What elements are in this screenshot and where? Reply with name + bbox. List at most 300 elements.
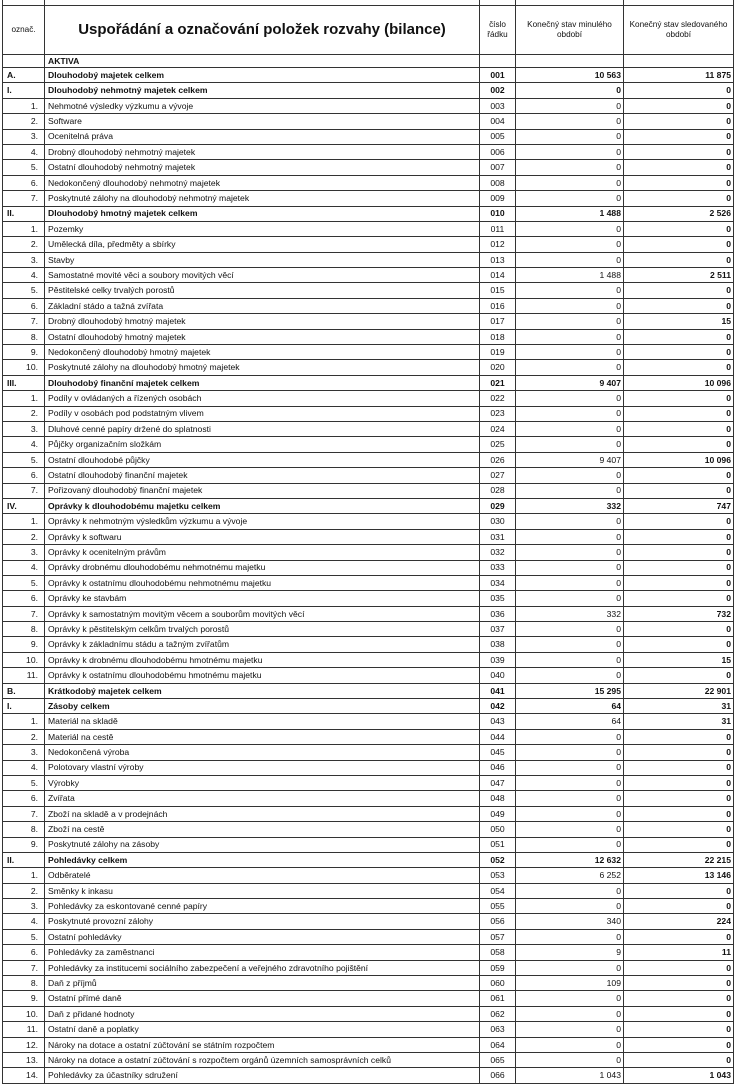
value-current: 0 [624,545,734,560]
value-previous: 0 [516,837,624,852]
row-mark: 6. [3,591,45,606]
value-previous: 0 [516,806,624,821]
row-number: 030 [480,514,516,529]
row-number: 042 [480,699,516,714]
row-mark: 9. [3,345,45,360]
value-current: 0 [624,745,734,760]
value-previous: 0 [516,775,624,790]
table-row [3,237,734,252]
table-row [3,575,734,590]
row-label: Ostatní pohledávky [45,929,480,944]
table-row [3,1006,734,1021]
row-label: Oprávky k ostatnímu dlouhodobému nehmotnému majetku [45,575,480,590]
value-previous: 0 [516,622,624,637]
row-mark: 5. [3,929,45,944]
row-label: Nedokončená výroba [45,745,480,760]
value-previous: 0 [516,191,624,206]
table-row [3,129,734,144]
row-number: 034 [480,575,516,590]
value-current: 31 [624,699,734,714]
row-mark: 5. [3,575,45,590]
table-row [3,468,734,483]
row-label: Dlouhodobý majetek celkem [45,68,480,83]
value-current: 0 [624,144,734,159]
row-number: 062 [480,1006,516,1021]
row-label: Daň z přidané hodnoty [45,1006,480,1021]
row-label: Pohledávky za zaměstnanci [45,945,480,960]
row-number: 021 [480,375,516,390]
row-number: 060 [480,976,516,991]
row-number: 059 [480,960,516,975]
table-row [3,1068,734,1083]
value-previous: 0 [516,637,624,652]
value-current: 0 [624,591,734,606]
table-row [3,545,734,560]
table-row [3,806,734,821]
table-row [3,1037,734,1052]
row-mark: 3. [3,421,45,436]
value-previous: 0 [516,129,624,144]
value-current: 0 [624,483,734,498]
value-current: 0 [624,283,734,298]
row-mark: 7. [3,960,45,975]
value-current: 0 [624,899,734,914]
section-label: AKTIVA [45,55,480,68]
row-number: 045 [480,745,516,760]
row-mark: 7. [3,191,45,206]
row-number: 036 [480,606,516,621]
table-row [3,529,734,544]
value-previous: 0 [516,483,624,498]
value-current: 0 [624,760,734,775]
row-label: Podíly v ovládaných a řízených osobách [45,391,480,406]
row-label: Pořizovaný dlouhodobý finanční majetek [45,483,480,498]
row-number: 066 [480,1068,516,1083]
col-header-row-number: číslo řádku [480,6,516,55]
value-previous: 64 [516,714,624,729]
row-number: 048 [480,791,516,806]
row-label: Ostatní dlouhodobý finanční majetek [45,468,480,483]
value-previous: 0 [516,83,624,98]
table-row [3,775,734,790]
row-label: Půjčky organizačním složkám [45,437,480,452]
row-mark: 5. [3,775,45,790]
row-number: 029 [480,498,516,513]
row-mark: 6. [3,298,45,313]
table-row [3,606,734,621]
value-current: 0 [624,622,734,637]
row-mark: 1. [3,221,45,236]
row-mark: 3. [3,745,45,760]
table-row [3,637,734,652]
value-previous: 9 407 [516,375,624,390]
value-current: 13 146 [624,868,734,883]
row-mark: 4. [3,437,45,452]
table-row [3,668,734,683]
row-number: 033 [480,560,516,575]
row-mark: 4. [3,268,45,283]
value-previous: 0 [516,545,624,560]
table-row [3,160,734,175]
value-previous: 0 [516,960,624,975]
row-mark: 7. [3,606,45,621]
row-label: Pohledávky za institucemi sociálního zabezpečení a veřejného zdravotního pojištění [45,960,480,975]
row-label: Materiál na cestě [45,729,480,744]
value-previous: 0 [516,560,624,575]
row-label: Ostatní dlouhodobé půjčky [45,452,480,467]
row-label: Zvířata [45,791,480,806]
row-label: Oprávky k základnímu stádu a tažným zvířatům [45,637,480,652]
row-label: Odběratelé [45,868,480,883]
value-previous: 0 [516,652,624,667]
table-row [3,883,734,898]
row-mark: III. [3,375,45,390]
row-mark: 4. [3,760,45,775]
value-current: 0 [624,514,734,529]
row-mark: 6. [3,175,45,190]
value-current: 0 [624,221,734,236]
row-number: 040 [480,668,516,683]
row-label: Zboží na cestě [45,822,480,837]
value-current: 2 511 [624,268,734,283]
row-label: Nároky na dotace a ostatní zúčtování s rozpočtem orgánů územních samosprávních celků [45,1053,480,1068]
table-row [3,144,734,159]
value-current: 0 [624,575,734,590]
table-row [3,976,734,991]
value-previous: 0 [516,514,624,529]
row-number: 020 [480,360,516,375]
row-number: 041 [480,683,516,698]
row-label: Oprávky drobnému dlouhodobému nehmotnému majetku [45,560,480,575]
value-current: 0 [624,360,734,375]
row-number: 026 [480,452,516,467]
table-row [3,514,734,529]
table-row [3,852,734,867]
row-label: Ostatní daně a poplatky [45,1022,480,1037]
value-previous: 0 [516,591,624,606]
row-number: 065 [480,1053,516,1068]
row-number: 005 [480,129,516,144]
row-number: 057 [480,929,516,944]
row-mark: I. [3,699,45,714]
row-label: Pozemky [45,221,480,236]
row-mark: 4. [3,560,45,575]
value-previous: 0 [516,252,624,267]
table-row [3,929,734,944]
row-mark: 8. [3,822,45,837]
table-row [3,268,734,283]
row-mark: 9. [3,837,45,852]
value-previous: 0 [516,360,624,375]
row-number: 061 [480,991,516,1006]
row-mark: 5. [3,160,45,175]
table-row [3,1022,734,1037]
row-label: Oprávky k pěstitelským celkům trvalých porostů [45,622,480,637]
value-current: 0 [624,883,734,898]
table-row [3,822,734,837]
table-row [3,837,734,852]
value-previous: 0 [516,421,624,436]
value-previous: 0 [516,345,624,360]
value-previous: 0 [516,1022,624,1037]
value-current: 747 [624,498,734,513]
value-current: 224 [624,914,734,929]
row-label: Stavby [45,252,480,267]
row-label: Podíly v osobách pod podstatným vlivem [45,406,480,421]
row-number: 004 [480,114,516,129]
row-number: 017 [480,314,516,329]
row-number: 003 [480,98,516,113]
table-row [3,329,734,344]
row-number: 064 [480,1037,516,1052]
row-mark: 2. [3,729,45,744]
value-previous: 332 [516,498,624,513]
row-mark: 1. [3,714,45,729]
row-number: 046 [480,760,516,775]
col-header-mark: označ. [3,6,45,55]
table-row [3,437,734,452]
value-previous: 0 [516,1053,624,1068]
row-number: 056 [480,914,516,929]
value-current: 10 096 [624,452,734,467]
row-mark: 14. [3,1068,45,1083]
row-label: Ocenitelná práva [45,129,480,144]
row-label: Nároky na dotace a ostatní zúčtování se státním rozpočtem [45,1037,480,1052]
row-label: Drobný dlouhodobý nehmotný majetek [45,144,480,159]
row-number: 016 [480,298,516,313]
table-row [3,560,734,575]
row-mark: 7. [3,314,45,329]
row-mark: 2. [3,406,45,421]
row-number: 011 [480,221,516,236]
value-previous: 12 632 [516,852,624,867]
row-number: 054 [480,883,516,898]
value-previous: 0 [516,929,624,944]
row-mark: 8. [3,329,45,344]
page-title: Uspořádání a označování položek rozvahy (bilance) [45,6,480,55]
value-current: 0 [624,114,734,129]
row-label: Software [45,114,480,129]
table-row [3,114,734,129]
value-current: 0 [624,191,734,206]
row-label: Polotovary vlastní výroby [45,760,480,775]
table-row [3,98,734,113]
table-row [3,452,734,467]
row-mark: 2. [3,114,45,129]
table-row [3,314,734,329]
row-mark: 5. [3,283,45,298]
value-current: 0 [624,929,734,944]
table-row [3,345,734,360]
row-number: 031 [480,529,516,544]
row-label: Oprávky k ocenitelným právům [45,545,480,560]
value-current: 0 [624,345,734,360]
value-previous: 9 407 [516,452,624,467]
row-label: Materiál na skladě [45,714,480,729]
value-previous: 0 [516,991,624,1006]
value-previous: 340 [516,914,624,929]
value-previous: 332 [516,606,624,621]
value-current: 0 [624,298,734,313]
row-number: 009 [480,191,516,206]
row-number: 025 [480,437,516,452]
value-previous: 0 [516,745,624,760]
row-number: 051 [480,837,516,852]
value-current: 0 [624,775,734,790]
table-row [3,68,734,83]
row-label: Poskytnuté zálohy na dlouhodobý hmotný majetek [45,360,480,375]
value-previous: 0 [516,729,624,744]
value-previous: 0 [516,1037,624,1052]
row-mark: 1. [3,98,45,113]
value-previous: 0 [516,391,624,406]
table-row [3,1053,734,1068]
value-previous: 1 488 [516,206,624,221]
value-current: 0 [624,237,734,252]
value-current: 0 [624,837,734,852]
value-previous: 9 [516,945,624,960]
value-previous: 0 [516,237,624,252]
row-label: Dlouhodobý hmotný majetek celkem [45,206,480,221]
value-current: 0 [624,729,734,744]
table-header [3,6,734,55]
value-current: 1 043 [624,1068,734,1083]
value-previous: 0 [516,160,624,175]
row-label: Výrobky [45,775,480,790]
value-previous: 0 [516,791,624,806]
row-mark: 13. [3,1053,45,1068]
row-label: Poskytnuté provozní zálohy [45,914,480,929]
table-row [3,622,734,637]
row-label: Oprávky k dlouhodobému majetku celkem [45,498,480,513]
value-previous: 1 043 [516,1068,624,1083]
row-mark: A. [3,68,45,83]
row-number: 058 [480,945,516,960]
table-row [3,298,734,313]
table-row [3,760,734,775]
value-current: 0 [624,991,734,1006]
row-mark: 9. [3,637,45,652]
row-mark: 4. [3,914,45,929]
table-row [3,699,734,714]
row-number: 055 [480,899,516,914]
table-row [3,375,734,390]
row-mark: 12. [3,1037,45,1052]
row-mark: 4. [3,144,45,159]
value-previous: 0 [516,529,624,544]
value-previous: 109 [516,976,624,991]
row-mark: 1. [3,391,45,406]
row-mark: 11. [3,1022,45,1037]
col-header-current-period: Konečný stav sledovaného období [624,6,734,55]
section-row [3,55,734,68]
row-mark: 3. [3,545,45,560]
value-current: 31 [624,714,734,729]
row-number: 028 [480,483,516,498]
table-row [3,652,734,667]
value-current: 22 215 [624,852,734,867]
row-mark: 3. [3,252,45,267]
row-mark: 5. [3,452,45,467]
table-row [3,283,734,298]
row-label: Oprávky k drobnému dlouhodobému hmotnému majetku [45,652,480,667]
value-current: 0 [624,98,734,113]
row-label: Ostatní dlouhodobý nehmotný majetek [45,160,480,175]
value-previous: 0 [516,822,624,837]
value-previous: 64 [516,699,624,714]
row-number: 013 [480,252,516,267]
value-previous: 0 [516,883,624,898]
value-current: 0 [624,1006,734,1021]
table-row [3,421,734,436]
row-mark: 7. [3,483,45,498]
row-mark: 9. [3,991,45,1006]
row-number: 010 [480,206,516,221]
value-current: 0 [624,791,734,806]
table-row [3,945,734,960]
value-previous: 0 [516,221,624,236]
value-current: 732 [624,606,734,621]
row-mark: 10. [3,652,45,667]
value-previous: 0 [516,406,624,421]
value-previous: 10 563 [516,68,624,83]
row-number: 039 [480,652,516,667]
row-mark: 2. [3,883,45,898]
row-label: Nedokončený dlouhodobý hmotný majetek [45,345,480,360]
value-current: 11 [624,945,734,960]
value-previous: 0 [516,668,624,683]
row-label: Zásoby celkem [45,699,480,714]
table-row [3,252,734,267]
row-mark: 2. [3,237,45,252]
value-current: 0 [624,175,734,190]
row-label: Základní stádo a tažná zvířata [45,298,480,313]
value-previous: 0 [516,175,624,190]
value-current: 0 [624,391,734,406]
value-previous: 6 252 [516,868,624,883]
value-current: 0 [624,529,734,544]
row-number: 022 [480,391,516,406]
row-label: Pohledávky za účastníky sdružení [45,1068,480,1083]
value-current: 0 [624,960,734,975]
row-label: Krátkodobý majetek celkem [45,683,480,698]
table-row [3,483,734,498]
table-row [3,498,734,513]
table-row [3,868,734,883]
value-previous: 0 [516,468,624,483]
table-row [3,175,734,190]
value-previous: 0 [516,314,624,329]
row-label: Drobný dlouhodobý hmotný majetek [45,314,480,329]
row-mark: 6. [3,945,45,960]
value-current: 0 [624,637,734,652]
row-number: 008 [480,175,516,190]
value-previous: 0 [516,899,624,914]
row-number: 002 [480,83,516,98]
value-previous: 0 [516,575,624,590]
value-current: 2 526 [624,206,734,221]
value-previous: 1 488 [516,268,624,283]
value-current: 0 [624,560,734,575]
row-number: 014 [480,268,516,283]
row-number: 024 [480,421,516,436]
value-current: 0 [624,976,734,991]
row-number: 032 [480,545,516,560]
row-number: 012 [480,237,516,252]
row-number: 018 [480,329,516,344]
row-number: 006 [480,144,516,159]
row-mark: 2. [3,529,45,544]
